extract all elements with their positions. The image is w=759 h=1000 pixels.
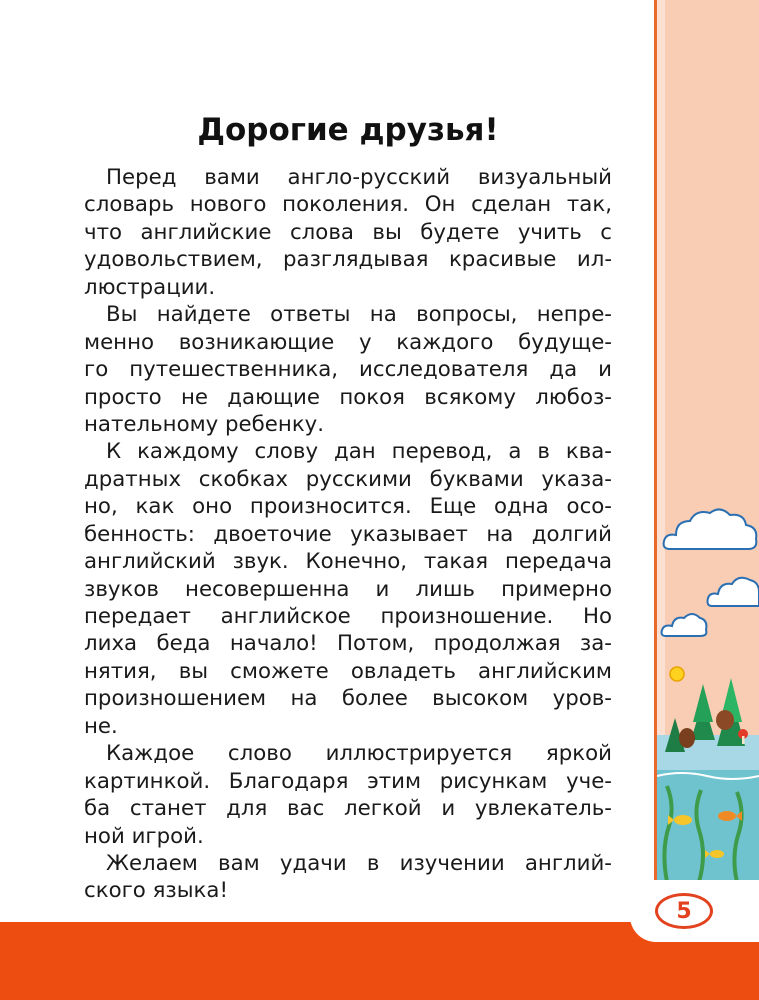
paragraph <box>84 301 612 438</box>
text-line: люстрации. <box>84 274 216 300</box>
text-line: произношением на более высоком уров- <box>84 686 612 712</box>
underwater-scene-illustration <box>657 770 759 882</box>
text-line: бенность: двоеточие указывает на долгий <box>84 521 612 547</box>
text-line: словарь нового поколения. Он сделан так, <box>84 192 612 218</box>
forest-scene-illustration <box>657 660 759 770</box>
text-line: звуков несовершенна и лишь примерно <box>84 576 612 602</box>
fish-icon <box>710 850 724 858</box>
paragraph <box>84 164 612 301</box>
text-line: лиха беда начало! Потом, продолжая за- <box>84 631 612 657</box>
text-line: удовольствием, разглядывая красивые ил- <box>84 247 612 273</box>
text-line: Желаем вам удачи в изучении англий- <box>106 850 612 876</box>
text-line: ной игрой. <box>84 823 204 849</box>
cloud-icon <box>706 572 759 612</box>
text-line: но, как оно произносится. Еще одна осо- <box>84 494 612 520</box>
text-line: нательному ребенку. <box>84 411 325 437</box>
text-line: английский звук. Конечно, такая передача <box>84 549 612 575</box>
text-line: просто не дающие покоя всякому любоз- <box>84 384 612 410</box>
text-line: Перед вами англо-русский визуальный <box>106 165 612 190</box>
paragraph <box>84 850 612 905</box>
paragraph <box>84 740 612 850</box>
text-line: что английские слова вы будете учить с <box>84 219 612 245</box>
text-line: Вы найдете ответы на вопросы, непре- <box>106 302 612 328</box>
fish-icon <box>718 811 736 821</box>
text-line: нятия, вы сможете овладеть английским <box>84 658 612 684</box>
cloud-icon <box>662 505 759 557</box>
text-line: К каждому слову дан перевод, а в ква- <box>106 439 612 465</box>
text-line: ба станет для вас легкой и увлекатель- <box>84 796 612 822</box>
text-line: картинкой. Благодаря этим рисункам уче- <box>84 768 612 794</box>
body-text <box>84 164 612 905</box>
text-line: передает английское произношение. Но <box>84 604 612 629</box>
sun-icon <box>670 667 684 681</box>
text-line: го путешественника, исследователя да и <box>84 357 612 383</box>
paragraph <box>84 438 612 740</box>
cloud-icon <box>660 610 708 640</box>
bear-icon <box>716 710 734 730</box>
text-line: ского языка! <box>84 878 228 904</box>
text-line: менно возникающие у каждого будуще- <box>84 329 612 355</box>
text-line: не. <box>84 713 118 739</box>
text-line: дратных скобках русскими буквами указа- <box>84 466 612 492</box>
text-line: Каждое слово иллюстрируется яркой <box>106 741 612 767</box>
page-title: Дорогие друзья! <box>197 112 499 148</box>
page-number: 5 <box>655 893 713 929</box>
fish-icon <box>674 815 692 825</box>
